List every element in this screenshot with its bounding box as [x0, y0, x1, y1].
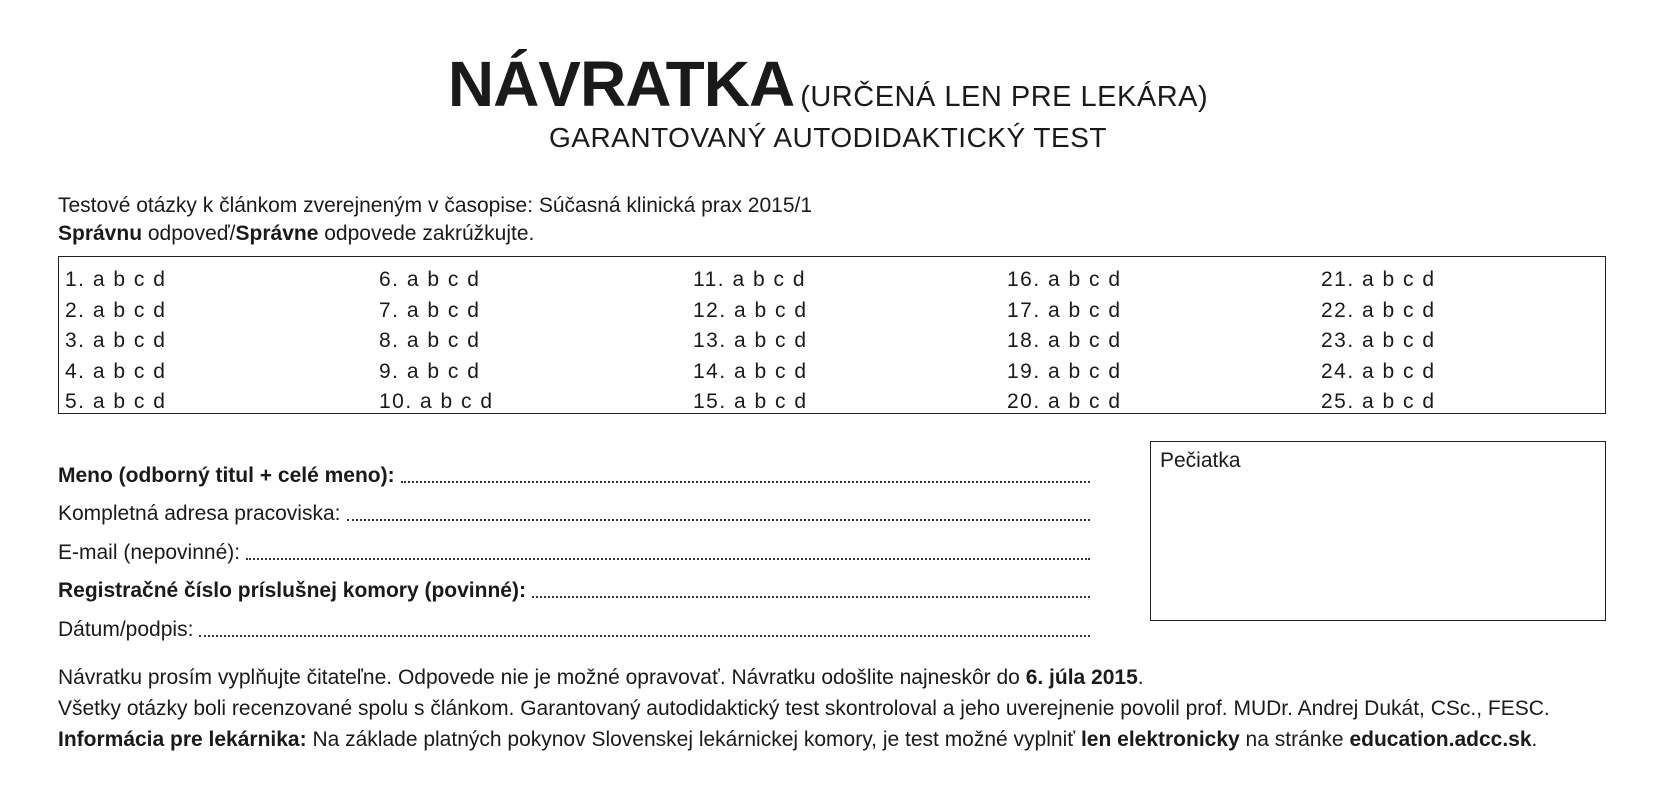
intro-part-1: odpoveď/: [142, 222, 236, 245]
answer-item[interactable]: 1. a b c d: [65, 268, 167, 291]
answer-item[interactable]: 19. a b c d: [1007, 359, 1122, 383]
name-field-input[interactable]: [401, 480, 1090, 483]
answer-item[interactable]: 8. a b c d: [379, 329, 481, 352]
answer-column-1: [65, 265, 166, 418]
notes: [58, 662, 1550, 755]
email-field: [58, 527, 1090, 566]
answer-item[interactable]: 14. a b c d: [693, 359, 808, 383]
address-field: [58, 489, 1090, 528]
stamp-label: Pečiatka: [1160, 449, 1241, 472]
answer-item[interactable]: 17. a b c d: [1007, 298, 1122, 322]
answer-column-4: [1007, 265, 1122, 418]
answer-box: [58, 256, 1606, 414]
date-field-input[interactable]: [199, 634, 1090, 637]
intro-line-1: Testové otázky k článkom zverejneným v časopise: Súčasná klinická prax 2015/1: [58, 194, 813, 217]
intro-bold-1: Správnu: [58, 222, 143, 245]
answer-item[interactable]: 23. a b c d: [1321, 329, 1436, 352]
date-field-label: Dátum/podpis:: [58, 617, 194, 641]
answer-item[interactable]: 21. a b c d: [1321, 268, 1436, 291]
email-field-label: E-mail (nepovinné):: [58, 540, 241, 564]
date-signature-field: [58, 604, 1090, 643]
registration-field-input[interactable]: [532, 595, 1090, 598]
answer-item[interactable]: 9. a b c d: [379, 359, 481, 383]
notes-line-3-text-2: na stránke: [1239, 728, 1350, 751]
answer-item[interactable]: 12. a b c d: [693, 298, 808, 322]
answer-item[interactable]: 13. a b c d: [693, 329, 808, 352]
header: [0, 48, 1656, 154]
page-subtitle: GARANTOVANÝ AUTODIDAKTICKÝ TEST: [549, 122, 1107, 153]
intro-line-2: [58, 220, 812, 248]
address-field-input[interactable]: [347, 518, 1091, 521]
stamp-box[interactable]: [1150, 441, 1606, 621]
title-line: [0, 48, 1656, 120]
deadline-date: 6. júla 2015: [1025, 666, 1138, 689]
notes-line-1-end: .: [1137, 666, 1144, 689]
answer-item[interactable]: 5. a b c d: [65, 390, 167, 413]
intro-part-2: odpovede zakrúžkujte.: [318, 222, 535, 245]
registration-field-label: Registračné číslo príslušnej komory (povinné):: [58, 579, 526, 602]
notes-line-3: [58, 724, 1550, 755]
email-field-input[interactable]: [246, 557, 1090, 560]
intro-bold-2: Správne: [235, 222, 319, 245]
form-fields: [58, 450, 1090, 643]
answer-column-2: [379, 265, 494, 418]
answer-item[interactable]: 22. a b c d: [1321, 298, 1436, 322]
notes-line-1: [58, 662, 1550, 693]
answer-item[interactable]: 6. a b c d: [379, 268, 481, 291]
answer-item[interactable]: 16. a b c d: [1007, 268, 1122, 291]
answer-column-5: [1321, 265, 1436, 418]
answer-item[interactable]: 3. a b c d: [65, 329, 167, 352]
name-field: [58, 450, 1090, 489]
notes-line-3-end: .: [1531, 728, 1538, 751]
answer-item[interactable]: 20. a b c d: [1007, 390, 1122, 413]
answer-item[interactable]: 24. a b c d: [1321, 359, 1436, 383]
electronic-only: len elektronicky: [1080, 728, 1240, 751]
intro-text: [58, 192, 812, 248]
answer-item[interactable]: 7. a b c d: [379, 298, 481, 322]
answer-item[interactable]: 25. a b c d: [1321, 390, 1436, 413]
answer-item[interactable]: 2. a b c d: [65, 298, 167, 322]
notes-line-1-text: Návratku prosím vyplňujte čitateľne. Odpovede nie je možné opravovať. Návratku odošlite najneskôr do: [58, 666, 1026, 689]
answer-item[interactable]: 4. a b c d: [65, 359, 167, 383]
registration-field: [58, 566, 1090, 605]
title-note: (URČENÁ LEN PRE LEKÁRA): [800, 81, 1209, 113]
pharmacist-info-label: Informácia pre lekárnika:: [58, 728, 307, 751]
notes-line-3-text-1: Na základe platných pokynov Slovenskej lekárnickej komory, je test možné vyplniť: [306, 728, 1081, 751]
address-field-label: Kompletná adresa pracoviska:: [58, 502, 341, 525]
answer-item[interactable]: 18. a b c d: [1007, 329, 1122, 352]
website-link[interactable]: education.adcc.sk: [1349, 728, 1532, 751]
notes-line-2: Všetky otázky boli recenzované spolu s článkom. Garantovaný autodidaktický test skontroloval a jeho uverejnenie povolil prof. MUDr. Andrej Dukát, CSc., FESC.: [58, 697, 1550, 720]
answer-column-3: [693, 265, 808, 418]
name-field-label: Meno (odborný titul + celé meno):: [58, 463, 395, 487]
answer-item[interactable]: 15. a b c d: [693, 390, 808, 413]
answer-item[interactable]: 11. a b c d: [693, 268, 807, 291]
page-title: NÁVRATKA: [447, 48, 795, 120]
answer-item[interactable]: 10. a b c d: [379, 390, 494, 413]
